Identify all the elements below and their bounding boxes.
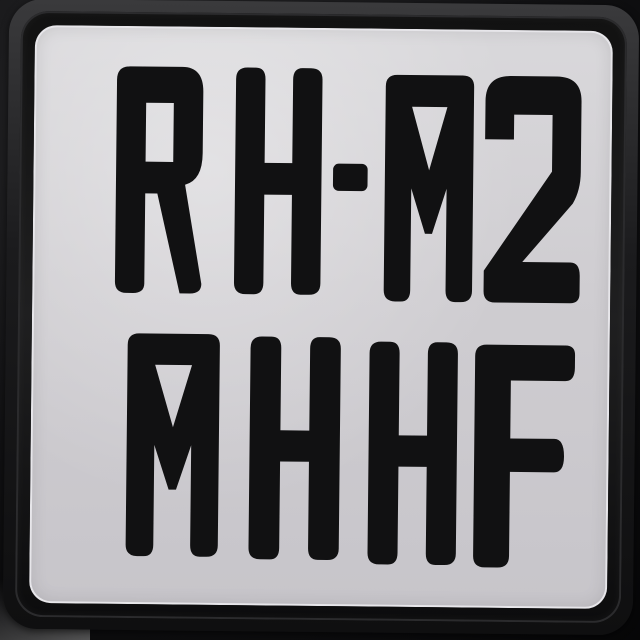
license-plate — [3, 0, 640, 635]
license-plate-frame — [15, 11, 627, 623]
glyph-hyphen — [333, 164, 368, 192]
plate-line-1 — [115, 66, 582, 303]
plate-char-h — [234, 67, 323, 294]
plate-char-r — [115, 66, 204, 293]
glyph-h — [234, 67, 323, 294]
plate-char-f — [473, 345, 575, 569]
glyph-h — [248, 336, 341, 560]
plate-char-h — [367, 342, 458, 566]
glyph-r — [115, 66, 204, 293]
glyph-f — [473, 345, 575, 569]
plate-char-hyphen — [333, 164, 368, 192]
license-plate-face — [29, 25, 613, 609]
plate-characters — [29, 25, 613, 609]
plate-char-h — [248, 336, 341, 560]
plate-char-m — [126, 333, 221, 557]
plate-line-2 — [125, 333, 575, 568]
glyph-m — [384, 75, 475, 303]
glyph-h — [367, 342, 458, 566]
plate-char-m — [384, 75, 475, 303]
plate-char-2 — [483, 76, 581, 304]
glyph-2 — [483, 76, 581, 304]
glyph-m — [126, 333, 221, 557]
